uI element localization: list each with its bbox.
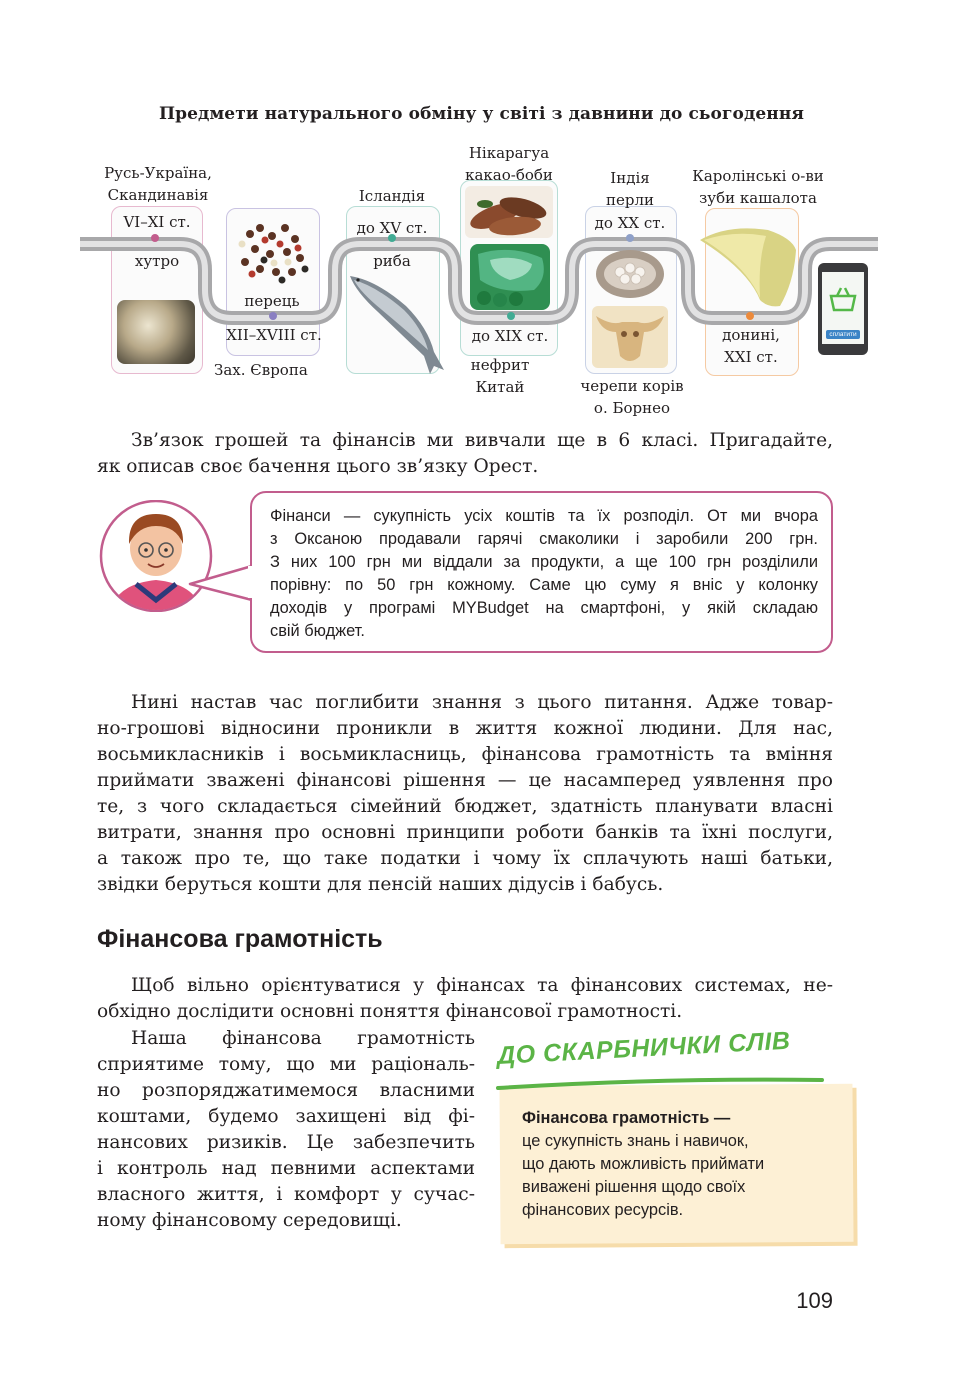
body-paragraph-2: Нині настав час поглибити знання з цього питання. Адже товар- но-грошові відносини проникли в життя кожної людини. Для нас, восьмикласників і восьмикласниць, фінансова грамотність та вміння приймати зважені фінансові рішення — це насамперед уявлення про те, з чого складається сімейний бюджет, здатність планувати власні витрати, знання про основні принципи роботи банків та їхні послуги, а також про те, що таке податки і чому їх сплачують наші батьки, звідки беруться кошти для пенсій наших дідусів і бабусь. bbox=[97, 692, 833, 895]
label-region-5: Індія перли bbox=[605, 169, 654, 209]
label-period-6: донині, XXI ст. bbox=[722, 326, 780, 366]
page-number: 109 bbox=[796, 1288, 833, 1313]
jade-photo bbox=[470, 244, 550, 310]
label-period-3: до XV ст. bbox=[356, 219, 428, 237]
label-period-4: до XIX ст. bbox=[471, 327, 549, 345]
vocab-term: Фінансова грамотність — bbox=[522, 1109, 731, 1127]
label-period-5: до XX ст. bbox=[594, 214, 666, 232]
label-goods-3: риба bbox=[373, 252, 411, 270]
fur-photo bbox=[117, 300, 195, 364]
label-goods-4: нефрит Китай bbox=[470, 356, 530, 396]
pepper-photo bbox=[230, 214, 314, 288]
label-region-2: Зах. Європа bbox=[214, 361, 308, 379]
label-region-1: Русь-Україна, Скандинавія bbox=[104, 164, 212, 204]
timeline-dot-6 bbox=[746, 312, 754, 320]
timeline-dot-5 bbox=[626, 234, 634, 242]
label-region-3: Ісландія bbox=[358, 187, 426, 205]
vocab-underline bbox=[496, 1074, 826, 1094]
whale-tooth-photo bbox=[698, 220, 798, 310]
speech-bubble-text: Фінанси — сукупність усіх коштів та їх розподіл. От ми вчора з Оксаною продавали гарячі смаколики і заробили 200 грн. З них 100 грн ми віддали за продукти, а ще 100 грн розділили порівну: по 50 грн кожному. Саме цю суму я вніс у колонку доходів у програмі MYBudget на смартфоні, у якій складаю свій бюджет. bbox=[270, 507, 818, 640]
label-goods-5: черепи корів о. Борнео bbox=[580, 377, 684, 417]
timeline-dot-4 bbox=[507, 312, 515, 320]
timeline-dot-1 bbox=[151, 234, 159, 242]
cow-skull-photo bbox=[592, 306, 668, 368]
vocab-title: ДО СКАРБНИЧКИ СЛІВ bbox=[496, 1026, 792, 1071]
intro-paragraph: Зв’язок грошей та фінансів ми вивчали ще в 6 класі. Пригадайте, як описав своє бачення цього зв’язку Орест. bbox=[97, 430, 833, 477]
phone-pay-button: сплатити bbox=[829, 331, 857, 338]
label-region-4: Нікарагуа какао-боби bbox=[465, 144, 553, 184]
label-goods-1: хутро bbox=[134, 252, 180, 270]
timeline-title: Предмети натурального обміну у світі з давнини до сьогодення bbox=[158, 104, 805, 124]
label-region-6: Каролінські о-ви зуби кашалота bbox=[692, 167, 824, 207]
vocab-definition: Фінансова грамотність — це сукупність знань і навичок, що дають можливість приймати виважені рішення щодо своїх фінансових ресурсів. bbox=[522, 1107, 822, 1222]
timeline-dot-2 bbox=[269, 312, 277, 320]
pearls-photo bbox=[594, 244, 666, 300]
label-goods-2: перець bbox=[244, 292, 300, 310]
body-paragraph-4: Наша фінансова грамотність сприятиме тому, що ми раціональ- но розпоряджатимемося власними коштами, будемо захищені від фі- нансових ризиків. Це забезпечить і контроль над певними аспектами власного життя, і комфорт у сучас- ному фінансовому середовищі. bbox=[97, 1028, 475, 1231]
label-period-2: XII–XVIII ст. bbox=[226, 326, 322, 344]
cocoa-photo bbox=[465, 186, 553, 238]
section-heading: Фінансова грамотність bbox=[97, 925, 383, 953]
fish-photo bbox=[346, 270, 456, 378]
body-paragraph-3: Щоб вільно орієнтуватися у фінансах та фінансових системах, не- обхідно дослідити основні поняття фінансової грамотності. bbox=[97, 975, 833, 1022]
label-period-1: VI–XI ст. bbox=[123, 213, 191, 231]
smartphone-icon bbox=[817, 262, 869, 356]
bubble-tail-mask bbox=[244, 562, 256, 602]
